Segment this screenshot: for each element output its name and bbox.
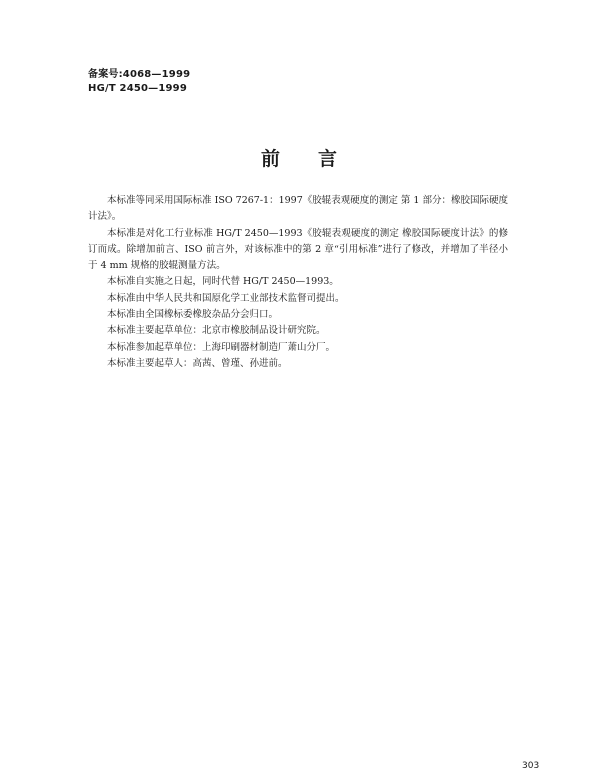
paragraph-6: 本标准主要起草单位：北京市橡胶制品设计研究院。 [107, 325, 326, 337]
page-number: 303 [522, 761, 540, 771]
paragraph-5: 本标准由全国橡标委橡胶杂品分会归口。 [107, 309, 279, 321]
standard-code: HG/T 2450—1999 [88, 83, 187, 94]
paragraph-1: 本标准等同采用国际标准 ISO 7267-1：1997《胶辊表观硬度的测定 第 1 部分：橡胶国际硬度计法》。 [88, 195, 508, 223]
title-char-2: 言 [318, 148, 340, 170]
title-char-1: 前 [260, 148, 282, 170]
paragraph-7: 本标准参加起草单位：上海印刷器材制造厂萧山分厂。 [107, 341, 336, 353]
document-header [88, 68, 190, 96]
paragraph-3: 本标准自实施之日起，同时代替 HG/T 2450—1993。 [107, 276, 339, 288]
paragraph-8: 本标准主要起草人：高茜、曾瑾、孙进前。 [107, 357, 288, 369]
record-number: 备案号:4068—1999 [88, 69, 191, 80]
page-title [0, 144, 600, 171]
body-text [88, 193, 508, 372]
paragraph-2: 本标准是对化工行业标准 HG/T 2450—1993《胶辊表观硬度的测定 橡胶国际硬度计法》的修订而成。除增加前言、ISO 前言外，对该标准中的第 2 章“引用标准”进行了修改，并增加了半径小于 4 mm 规格的胶辊测量方法。 [88, 227, 508, 272]
paragraph-4: 本标准由中华人民共和国原化学工业部技术监督司提出。 [107, 292, 345, 304]
